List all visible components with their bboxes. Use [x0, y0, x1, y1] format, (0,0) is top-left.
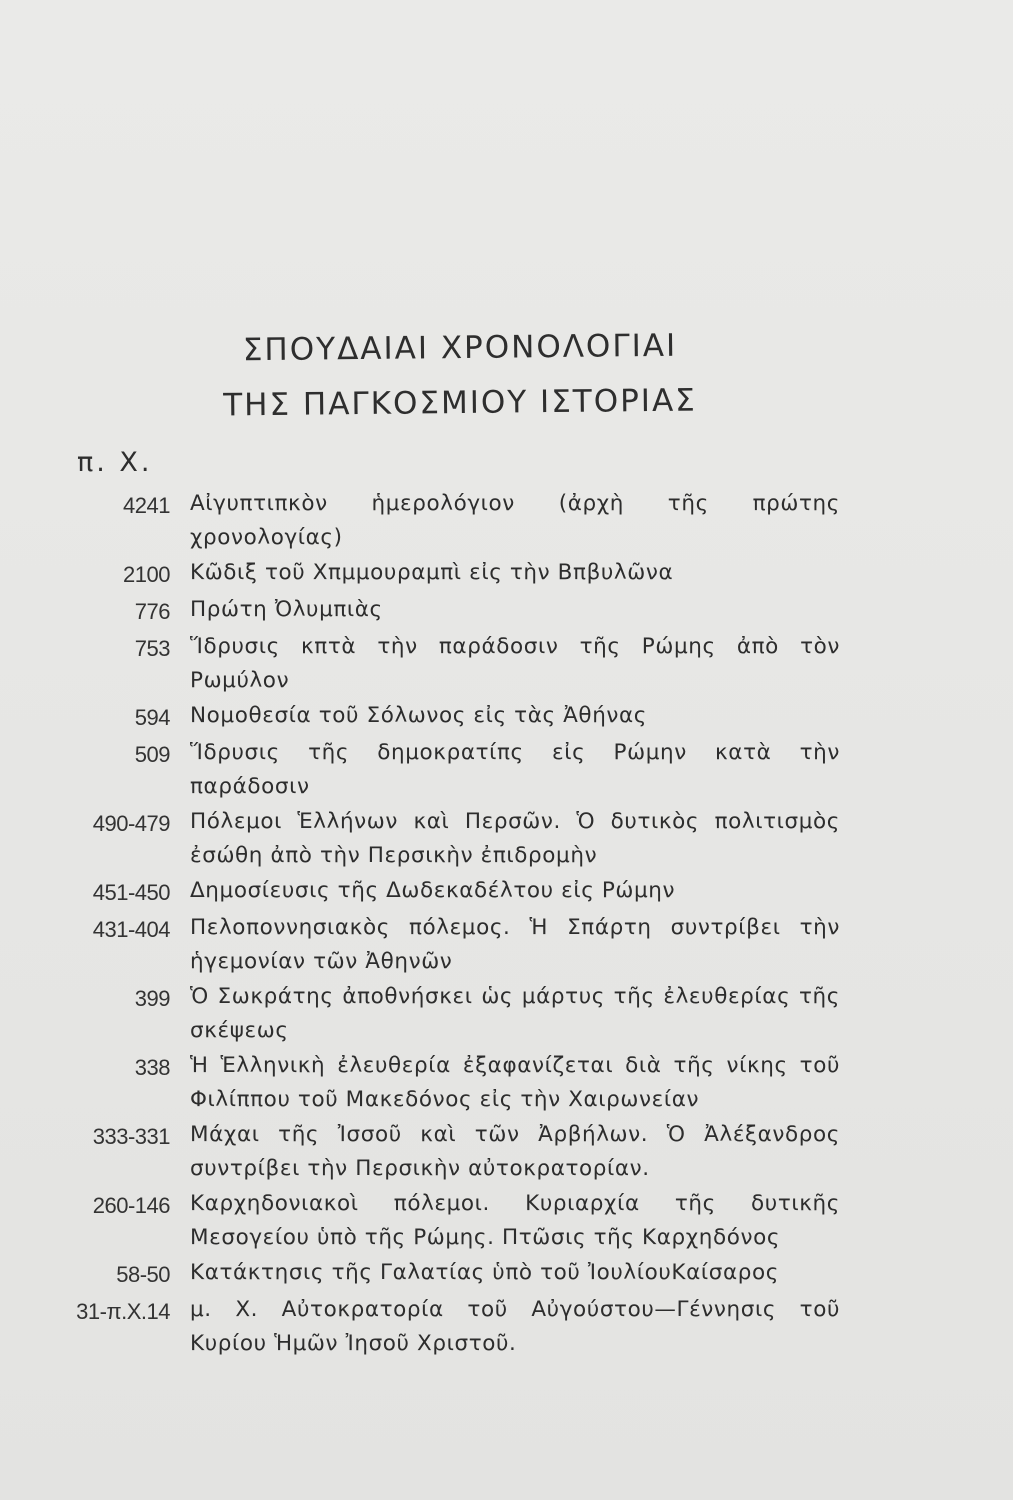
entry-text: Πόλεμοι Ἑλλήνων καὶ Περσῶν. Ὁ δυτικὸς πολιτισμὸς ἐσώθη ἀπὸ τὴν Περσικὴν ἐπιδρομὴν [190, 809, 840, 868]
entry-text: Νομοθεσία τοῦ Σόλωνος εἰς τὰς Ἀθήνας [190, 703, 648, 728]
entry-text: Πελοποννησιακὸς πόλεμος. Ἡ Σπάρτη συντρίβει τὴν ἡγεμονίαν τῶν Ἀθηνῶν [190, 915, 840, 974]
entry-text: Δημοσίευσις τῆς Δωδεκαδέλτου εἰς Ρώμην [190, 878, 676, 903]
chronology-entry [0, 556, 1013, 592]
entry-date: 333-331 [92, 1124, 170, 1149]
entry-date: 776 [134, 599, 170, 624]
entry-date: 260-146 [92, 1193, 170, 1218]
entry-date: 451-450 [92, 880, 170, 905]
entry-text: Πρώτη Ὀλυμπιὰς [190, 597, 383, 622]
chronology-entry [0, 699, 1013, 735]
era-label: π. Χ. [77, 447, 153, 478]
chronology-entry [0, 630, 1013, 698]
entry-text: Ἵδρυσις κπτὰ τὴν παράδοσιν τῆς Ρώμης ἀπὸ τὸν Ρωμύλον [190, 634, 840, 693]
chronology-entry [0, 1049, 1013, 1117]
entry-date: 338 [134, 1055, 170, 1080]
entry-date: 2100 [123, 562, 170, 587]
entry-text: Κατάκτησις τῆς Γαλατίας ὑπὸ τοῦ ἸουλίουΚαίσαρος [190, 1260, 779, 1285]
chronology-entry [0, 487, 1013, 555]
entry-text: Αἰγυπτιπκὸν ἡμερολόγιον (ἀρχὴ τῆς πρώτης χρονολογίας) [190, 491, 840, 550]
chronology-entry [0, 874, 1013, 910]
chronology-list [0, 487, 1013, 1361]
chronology-entry [0, 980, 1013, 1048]
chronology-entry [0, 593, 1013, 629]
chronology-entry [0, 736, 1013, 804]
page-title-line-2: ΤΗΣ ΠΑΓΚΟΣΜΙΟΥ ΙΣΤΟΡΙΑΣ [223, 382, 697, 424]
entry-date: 31-π.Χ.14 [76, 1299, 170, 1324]
chronology-entry [0, 1118, 1013, 1186]
entry-text: μ. Χ. Αὐτοκρατορία τοῦ Αὐγούστου—Γέννησις τοῦ Κυρίου Ἡμῶν Ἰησοῦ Χριστοῦ. [190, 1297, 840, 1356]
entry-date: 753 [134, 636, 170, 661]
entry-date: 399 [134, 986, 170, 1011]
entry-text: Καρχηδονιακοὶ πόλεμοι. Κυριαρχία τῆς δυτικῆς Μεσογείου ὑπὸ τῆς Ρώμης. Πτῶσις τῆς Καρχηδόνος [190, 1191, 840, 1250]
chronology-entry [0, 1293, 1013, 1361]
entry-date: 509 [134, 742, 170, 767]
entry-text: Ἡ Ἑλληνικὴ ἐλευθερία ἐξαφανίζεται διὰ τῆς νίκης τοῦ Φιλίππου τοῦ Μακεδόνος εἰς τὴν Χαιρωνείαν [190, 1053, 840, 1112]
entry-text: Μάχαι τῆς Ἰσσοῦ καὶ τῶν Ἀρβήλων. Ὁ Ἀλέξανδρος συντρίβει τὴν Περσικὴν αὐτοκρατορίαν. [190, 1122, 840, 1181]
entry-date: 58-50 [116, 1262, 170, 1287]
entry-date: 490-479 [92, 811, 170, 836]
chronology-entry [0, 1256, 1013, 1292]
page-title-line-1: ΣΠΟΥΔΑΙΑΙ ΧΡΟΝΟΛΟΓΙΑΙ [242, 327, 678, 369]
chronology-entry [0, 911, 1013, 979]
entry-text: Κῶδιξ τοῦ Χπμμουραμπὶ εἰς τὴν Βπβυλῶνα [190, 560, 674, 585]
entry-date: 431-404 [92, 917, 170, 942]
entry-text: Ὁ Σωκράτης ἀποθνήσκει ὡς μάρτυς τῆς ἐλευθερίας τῆς σκέψεως [190, 984, 840, 1043]
entry-date: 4241 [123, 493, 170, 518]
entry-text: Ἵδρυσις τῆς δημοκρατίπς εἰς Ρώμην κατὰ τὴν παράδοσιν [190, 740, 840, 799]
chronology-entry [0, 1187, 1013, 1255]
chronology-entry [0, 805, 1013, 873]
entry-date: 594 [134, 705, 170, 730]
